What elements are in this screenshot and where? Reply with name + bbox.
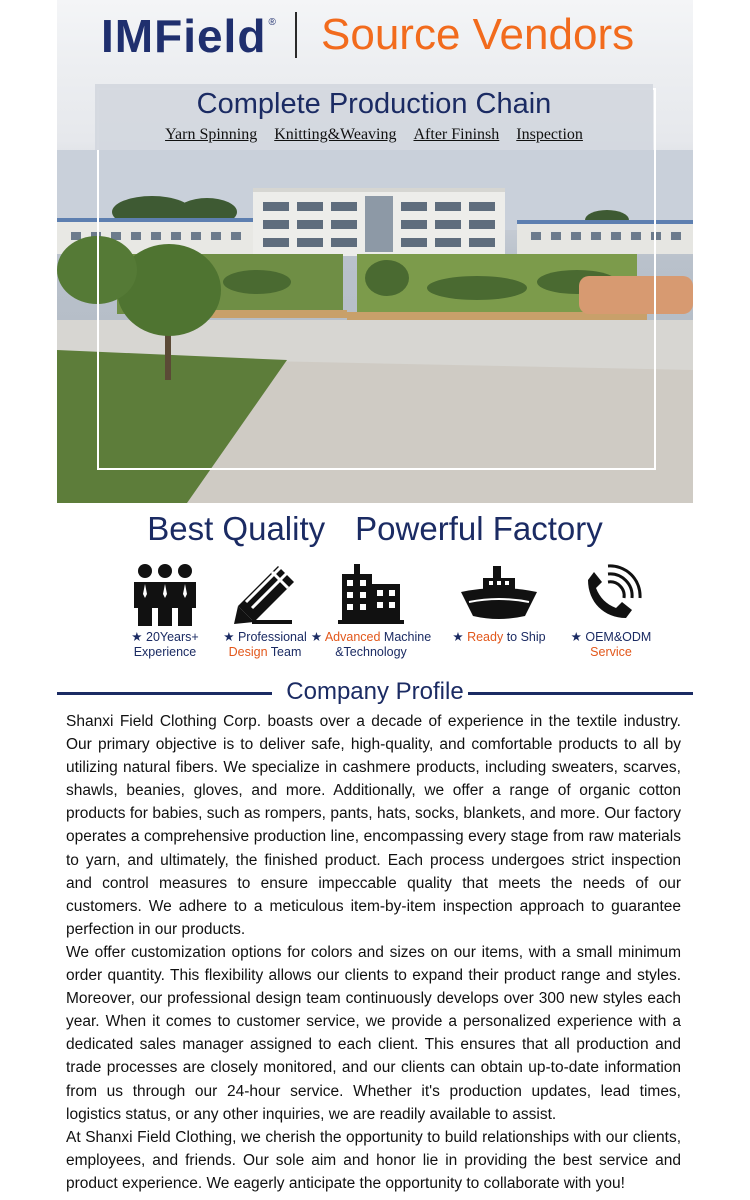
feature-list [100, 562, 660, 672]
profile-paragraph: At Shanxi Field Clothing, we cherish the opportunity to build relationships with our clients, employees, and friends. Our sole aim and honor lie in providing the best service and product experience. We eagerly anticipate the opportunity to collaborate with you! [66, 1128, 681, 1192]
headline-powerful-factory: Powerful Factory [355, 510, 603, 547]
company-profile-text [66, 710, 681, 1195]
feature-ready-to-ship [434, 562, 564, 645]
header-title: Source Vendors [321, 10, 635, 59]
feature-label: ★ Professional Design Team [223, 630, 307, 659]
ship-icon [459, 562, 539, 626]
logo-text: IMField [101, 10, 267, 62]
headline-best-quality: Best Quality [147, 510, 326, 547]
headline [0, 510, 750, 548]
step-knitting-weaving: Knitting&Weaving [274, 126, 397, 143]
step-after-finish: After Fininsh [413, 126, 500, 143]
feature-advanced-machine [306, 562, 436, 660]
company-profile-title: Company Profile [0, 678, 750, 706]
pencil-icon [232, 562, 298, 626]
factory-building-icon [338, 562, 404, 626]
step-inspection: Inspection [516, 126, 583, 143]
banner-title: Complete Production Chain [196, 88, 552, 120]
phone-icon [578, 562, 644, 626]
brand-logo [101, 10, 276, 62]
feature-label: ★ 20Years+ Experience [131, 630, 199, 659]
production-chain-banner [95, 84, 653, 150]
production-steps [95, 126, 653, 144]
profile-paragraph: Shanxi Field Clothing Corp. boasts over a decade of experience in the textile industry. Our primary objective is to deliver safe, high-quality, and comfortable products to all by utilizing natural fibers. We specialize in cashmere products, including sweaters, scarves, shawls, beanies, gloves, and more. Additionally, we offer a range of organic cotton products for babies, such as rompers, pants, hats, socks, blankets, and more. Our factory operates a comprehensive production line, encompassing every stage from raw materials to yarn, and ultimately, the finished product. Each process undergoes strict inspection and control measures to ensure impeccable quality that meets the needs of our customers. We adhere to a meticulous item-by-item inspection approach to guarantee perfection in our products. [66, 713, 681, 938]
feature-label: ★ OEM&ODM Service [570, 630, 652, 659]
registered-mark: ® [268, 16, 276, 28]
step-yarn-spinning: Yarn Spinning [165, 126, 258, 143]
profile-paragraph: We offer customization options for colors and sizes on our items, with a small minimum order quantity. This flexibility allows our clients to expand their product range and styles. Moreover, our professional design team continuously develops over 300 new styles each year. When it comes to customer service, we provide a personalized experience with a dedicated sales manager assigned to each client. This ensures that all production and trade processes are closely monitored, and our clients can obtain up-to-date information from us through our 24-hour service. Whether it's production updates, lead times, logistics status, or any other inquiries, we are readily available to assist. [66, 943, 681, 1123]
feature-label: ★ Ready to Ship [452, 630, 546, 644]
logo-divider [295, 12, 297, 58]
team-icon [132, 562, 198, 626]
feature-label: ★ Advanced Machine &Technology [310, 630, 432, 659]
feature-oem-odm [546, 562, 676, 660]
hero-panel [57, 0, 693, 503]
